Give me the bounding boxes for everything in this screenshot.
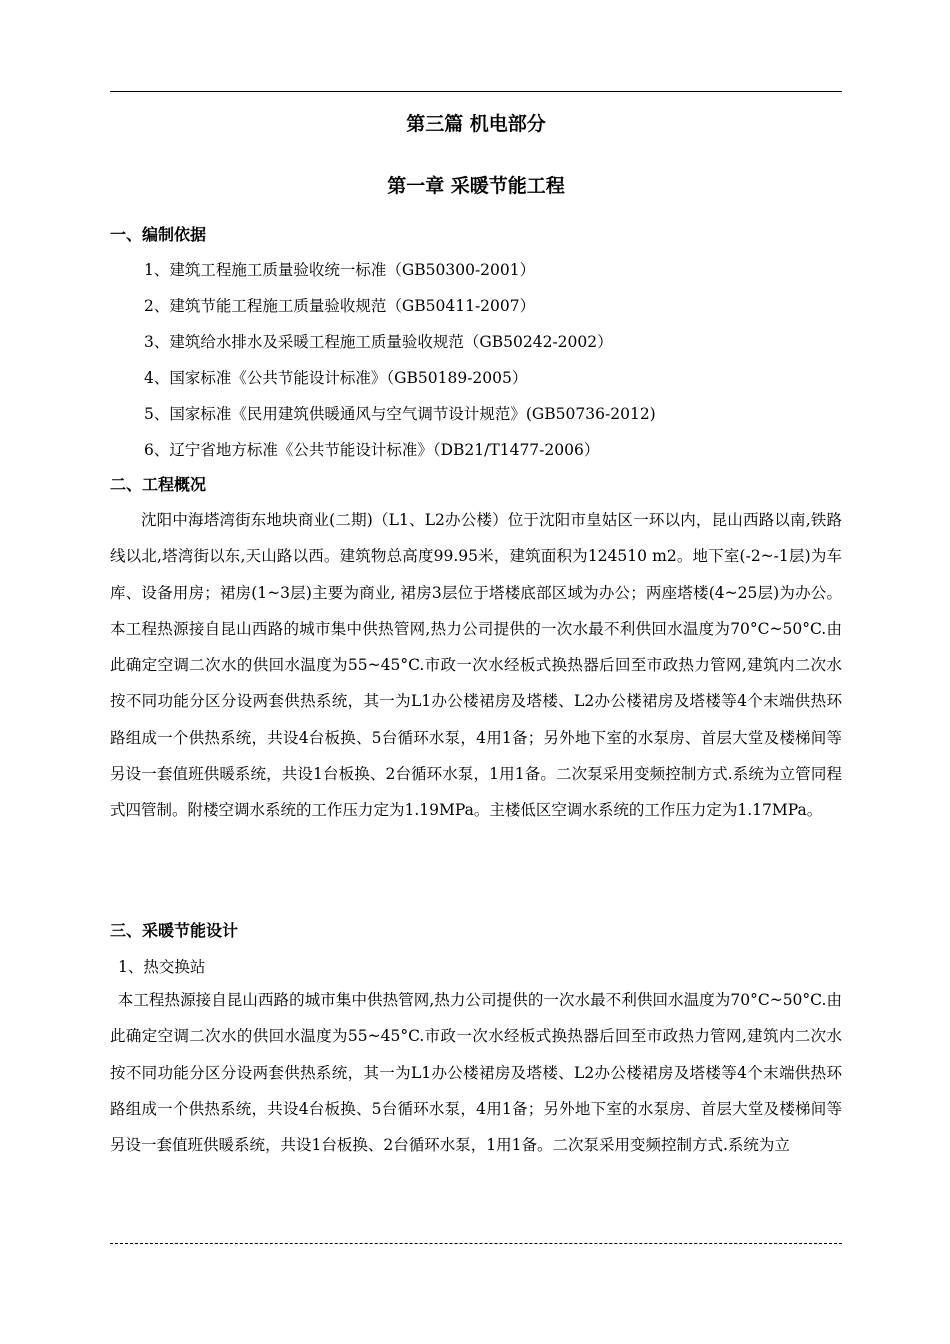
basis-item: 2、建筑节能工程施工质量验收规范（GB50411-2007） — [144, 297, 536, 315]
section-heading-design: 三、采暖节能设计 — [110, 921, 239, 940]
subheading-heat-exchange: 1、热交换站 — [118, 958, 206, 976]
heat-exchange-paragraph: 本工程热源接自昆山西路的城市集中供热管网,热力公司提供的一次水最不利供回水温度为70°C~50°C.由此确定空调二次水的供回水温度为55~45°C.市政一次水经板式换热器后回至市政热力管网,建筑内二次水按不同功能分区分设两套供热系统，其一为L1办公楼裙房及塔楼、L2办公楼裙房及塔楼等4个末端供热环路组成一个供热系统，共设4台板换、5台循环水泵，4用1备；另外地下室的水泵房、首层大堂及楼梯间等另设一套值班供暖系统，共设1台板换、2台循环水泵，1用1备。二次泵采用变频控制方式.系统为立 — [110, 991, 842, 1155]
basis-item: 3、建筑给水排水及采暖工程施工质量验收规范（GB50242-2002） — [144, 333, 613, 351]
part-title: 第三篇 机电部分 — [406, 113, 546, 135]
footer-rule — [110, 1243, 842, 1244]
overview-paragraph: 沈阳中海塔湾街东地块商业(二期)（L1、L2办公楼）位于沈阳市皇姑区一环以内，昆山西路以南,铁路线以北,塔湾街以东,天山路以西。建筑物总高度99.95米，建筑面积为124510 m2。地下室(-2~-1层)为车库、设备用房；裙房(1~3层)主要为商业, 裙房3层位于塔楼底部区域为办公；两座塔楼(4~25层)为办公。本工程热源接自昆山西路的城市集中供热管网,热力公司提供的一次水最不利供回水温度为70°C~50°C.由此确定空调二次水的供回水温度为55~45°C.市政一次水经板式换热器后回至市政热力管网,建筑内二次水按不同功能分区分设两套供热系统，其一为L1办公楼裙房及塔楼、L2办公楼裙房及塔楼等4个末端供热环路组成一个供热系统，共设4台板换、5台循环水泵，4用1备；另外地下室的水泵房、首层大堂及楼梯间等另设一套值班供暖系统，共设1台板换、2台循环水泵，1用1备。二次泵采用变频控制方式.系统为立管同程式四管制。附楼空调水系统的工作压力定为1.19MPa。主楼低区空调水系统的工作压力定为1.17MPa。 — [110, 511, 842, 820]
chapter-title: 第一章 采暖节能工程 — [387, 175, 565, 197]
basis-item: 1、建筑工程施工质量验收统一标准（GB50300-2001） — [144, 261, 536, 279]
section-heading-basis: 一、编制依据 — [110, 225, 207, 244]
basis-item: 6、辽宁省地方标准《公共节能设计标准》（DB21/T1477-2006） — [144, 441, 600, 459]
basis-item: 5、国家标准《民用建筑供暖通风与空气调节设计规范》(GB50736-2012) — [144, 405, 656, 423]
basis-item: 4、国家标准《公共节能设计标准》（GB50189-2005） — [144, 369, 528, 387]
section-heading-overview: 二、工程概况 — [110, 475, 207, 494]
header-rule — [110, 91, 842, 92]
